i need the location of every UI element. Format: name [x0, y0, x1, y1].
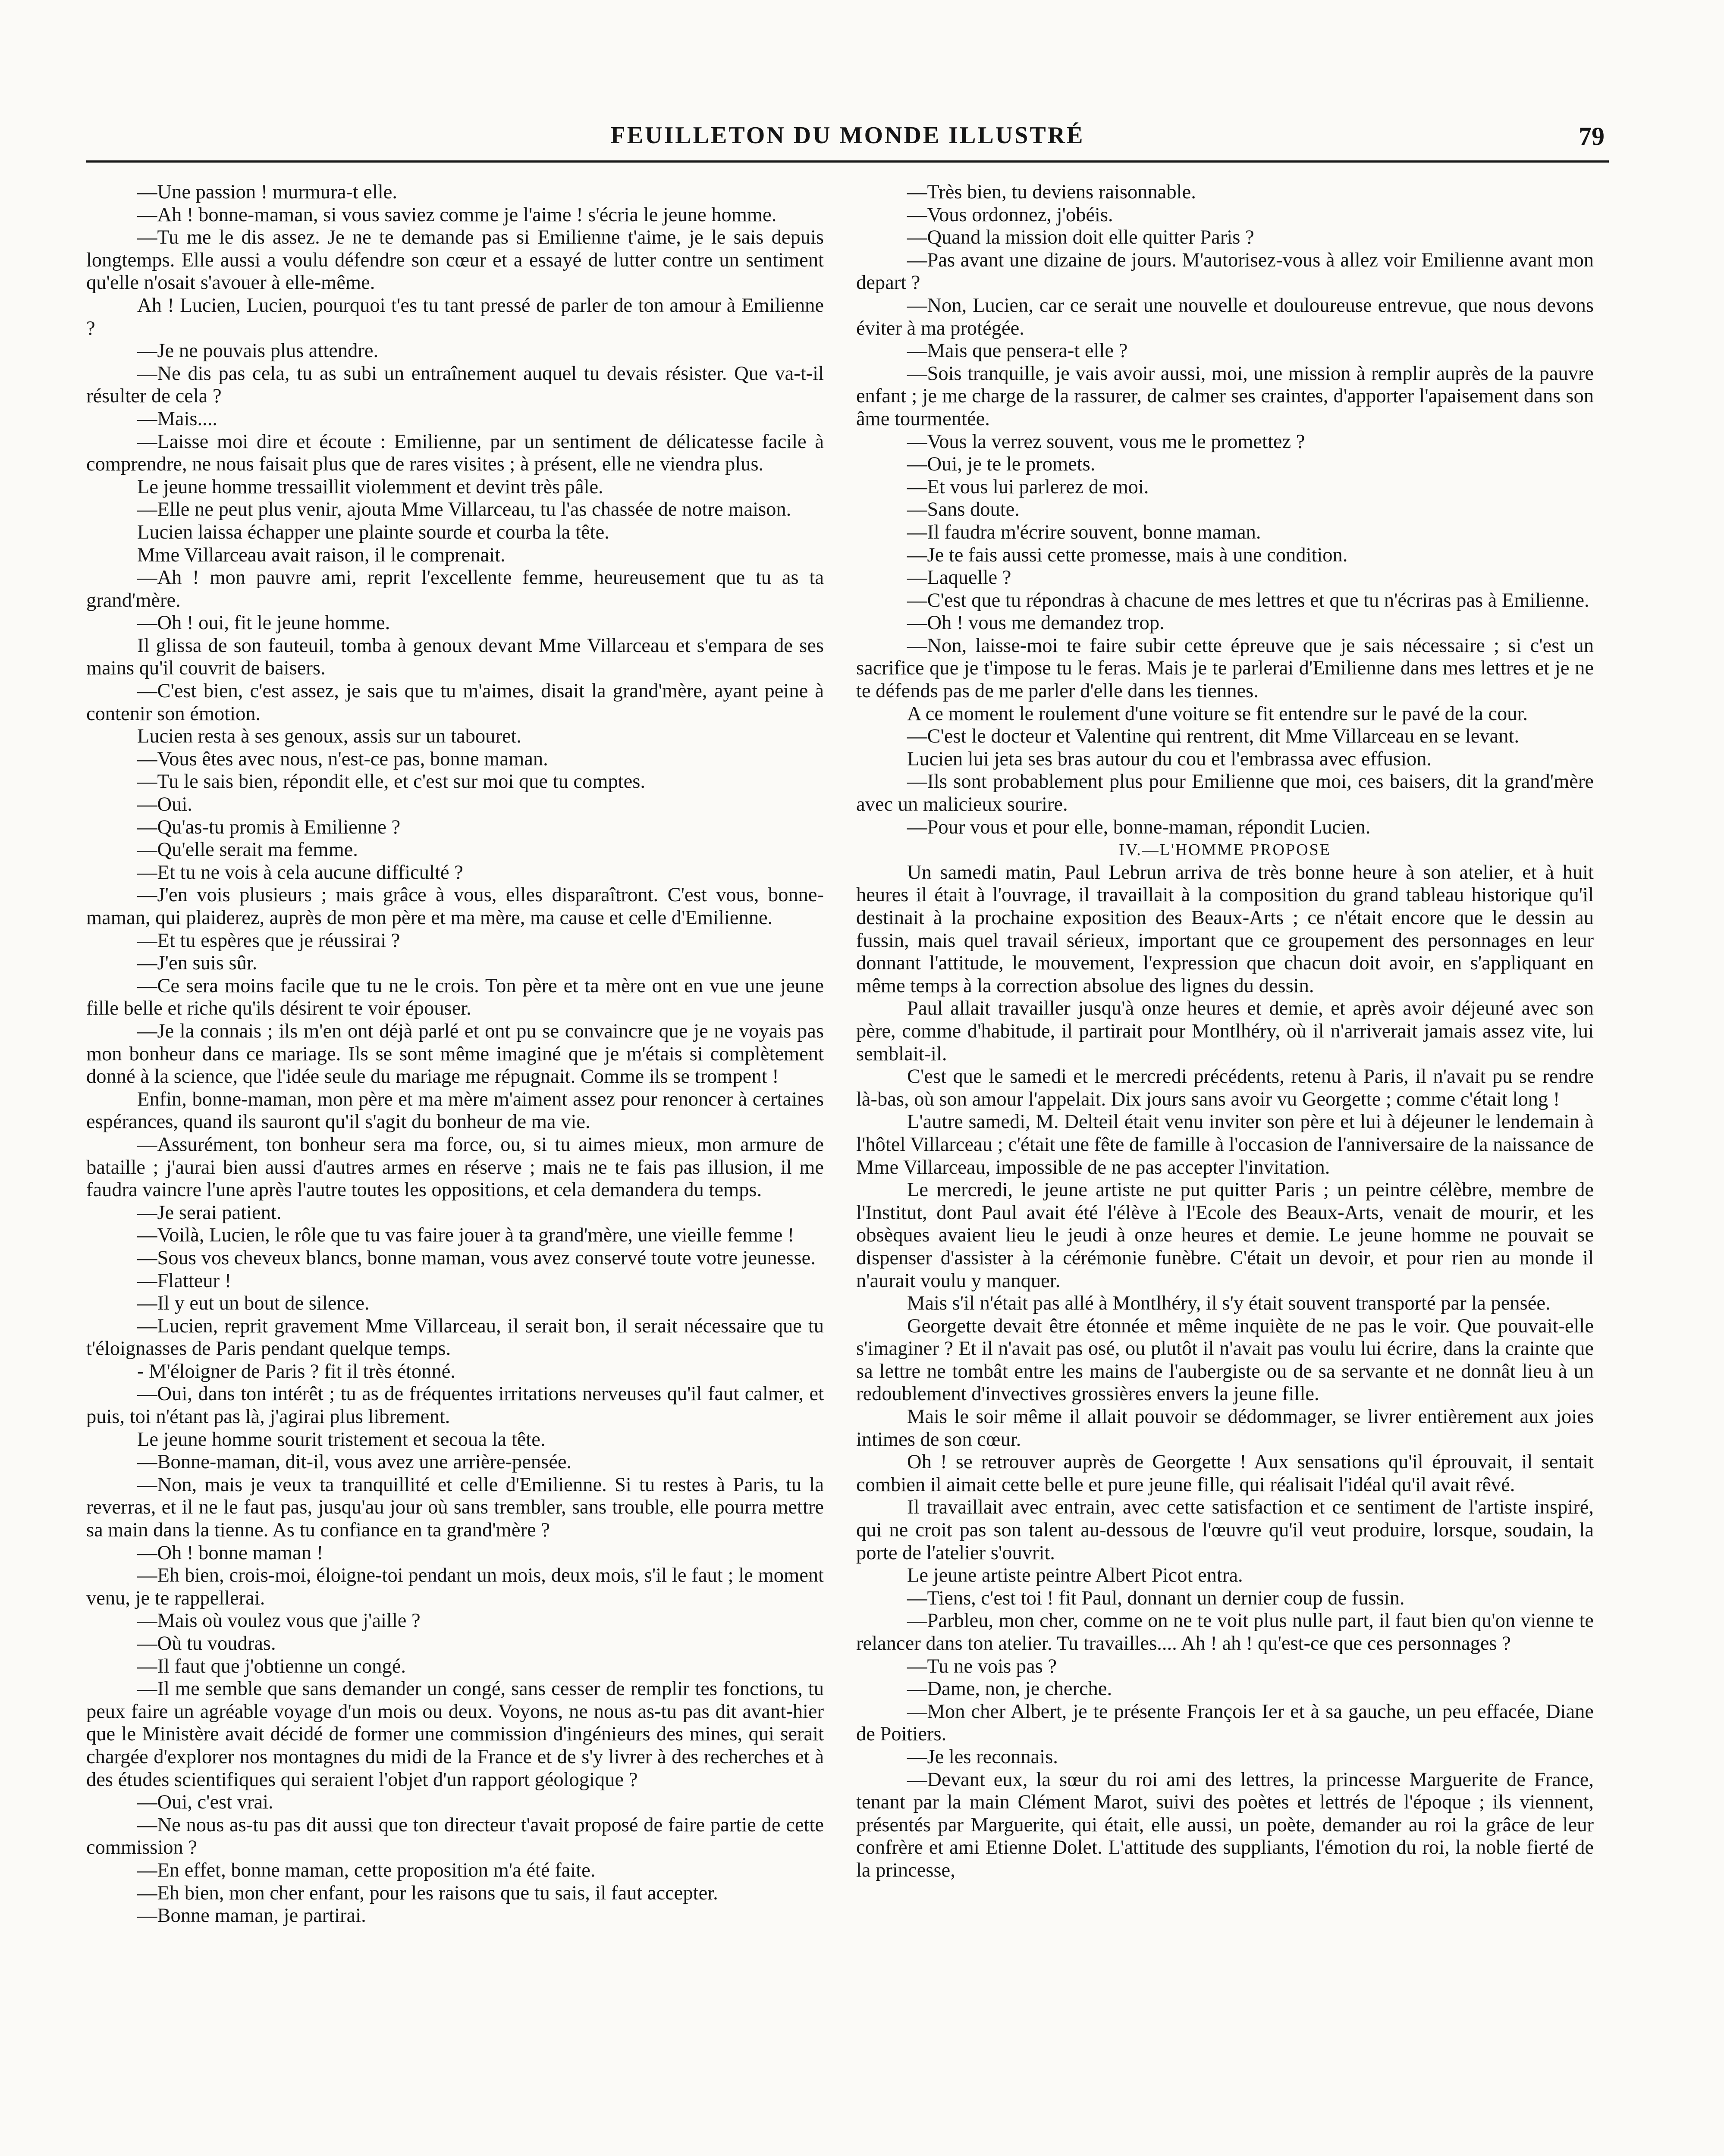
paragraph: —Flatteur !: [137, 1269, 232, 1292]
paragraph: —Il faut que j'obtienne un congé.: [137, 1655, 406, 1677]
paragraph: Oh ! se retrouver auprès de Georgette ! Aux sensations qu'il éprouvait, il sentait combien il aimait cette belle et pure jeune fille, qui réalisait l'idéal qu'il avait rêvé.: [856, 1451, 1594, 1496]
paragraph: —Oui, dans ton intérêt ; tu as de fréquentes irritations nerveuses qu'il faut calmer, et puis, toi n'étant pas là, j'agirai plus librement.: [86, 1383, 824, 1428]
paragraph: —Bonne maman, je partirai.: [137, 1905, 366, 1927]
paragraph: —Voilà, Lucien, le rôle que tu vas faire jouer à ta grand'mère, une vieille femme !: [137, 1224, 794, 1247]
paragraph: —Ils sont probablement plus pour Emilienne que moi, ces baisers, dit la grand'mère avec un malicieux sourire.: [856, 771, 1594, 816]
paragraph: —Non, Lucien, car ce serait une nouvelle et douloureuse entrevue, que nous devons éviter à ma protégée.: [856, 294, 1594, 339]
right-column-dialogue: [856, 181, 1594, 839]
paragraph: —Mais où voulez vous que j'aille ?: [137, 1610, 421, 1632]
paragraph: —Où tu voudras.: [137, 1633, 276, 1655]
paragraph: Un samedi matin, Paul Lebrun arriva de très bonne heure à son atelier, et à huit heures il était à l'ouvrage, il travaillait à la composition du grand tableau historique qu'il destinait à la prochaine exposition des Beaux-Arts ; ce n'était encore que le dessin au fussin, mais quel travail sérieux, important que ce groupement des personnages en leur donnant l'attitude, le mouvement, l'expression que chacun doit avoir, en s'appliquant en même temps à la correction absolue des lignes du dessin.: [856, 861, 1594, 997]
right-column-chapter-text: [856, 862, 1594, 1882]
page-header: [86, 122, 1609, 163]
paragraph: L'autre samedi, M. Delteil était venu inviter son père et lui à déjeuner le lendemain à l'hôtel Villarceau ; c'était une fête de famille à l'occasion de l'anniversaire de la naissance de Mme Villarceau, impossible de ne pas accepter l'invitation.: [856, 1111, 1594, 1178]
paragraph: —Ne dis pas cela, tu as subi un entraînement auquel tu devais résister. Que va-t-il résulter de cela ?: [86, 362, 824, 407]
paragraph: Lucien laissa échapper une plainte sourde et courba la tête.: [137, 521, 609, 543]
left-column: [86, 181, 824, 1927]
paragraph: —Quand la mission doit elle quitter Paris ?: [907, 226, 1254, 249]
paragraph: Lucien lui jeta ses bras autour du cou et l'embrassa avec effusion.: [907, 748, 1432, 770]
paragraph: —Sous vos cheveux blancs, bonne maman, vous avez conservé toute votre jeunesse.: [137, 1247, 816, 1269]
paragraph: —Vous ordonnez, j'obéis.: [907, 204, 1113, 226]
paragraph: —Bonne-maman, dit-il, vous avez une arrière-pensée.: [137, 1451, 572, 1473]
paragraph: —Je ne pouvais plus attendre.: [137, 340, 379, 362]
paragraph: —Ah ! bonne-maman, si vous saviez comme je l'aime ! s'écria le jeune homme.: [137, 204, 777, 226]
paragraph: —Eh bien, crois-moi, éloigne-toi pendant un mois, deux mois, s'il le faut ; le moment venu, je te rappellerai.: [86, 1564, 824, 1609]
running-title: FEUILLETON DU MONDE ILLUSTRÉ: [610, 122, 1085, 149]
paragraph: —Laquelle ?: [907, 567, 1011, 589]
paragraph: - M'éloigner de Paris ? fit il très étonné.: [137, 1360, 455, 1382]
paragraph: —Qu'as-tu promis à Emilienne ?: [137, 816, 401, 838]
paragraph: —Pas avant une dizaine de jours. M'autorisez-vous à allez voir Emilienne avant mon depart ?: [856, 249, 1594, 294]
paragraph: —Je serai patient.: [137, 1201, 282, 1224]
paragraph: Le mercredi, le jeune artiste ne put quitter Paris ; un peintre célèbre, membre de l'Institut, dont Paul avait été l'élève à l'Ecole des Beaux-Arts, venait de mourir, et les obsèques avaient lieu le jeudi à onze heures et demie. Le jeune homme ne pouvait se dispenser d'assister à la cérémonie funèbre. C'était un devoir, et pour rien au monde il n'aurait voulu y manquer.: [856, 1179, 1594, 1292]
paragraph: Le jeune homme tressaillit violemment et devint très pâle.: [137, 476, 603, 498]
paragraph: —En effet, bonne maman, cette proposition m'a été faite.: [137, 1859, 596, 1881]
paragraph: —Oh ! vous me demandez trop.: [907, 612, 1165, 634]
paragraph: —Tiens, c'est toi ! fit Paul, donnant un dernier coup de fussin.: [907, 1587, 1405, 1609]
paragraph: —Et tu ne vois à cela aucune difficulté ?: [137, 861, 463, 884]
paragraph: —Il faudra m'écrire souvent, bonne maman.: [907, 521, 1261, 543]
page-number: 79: [1579, 122, 1605, 150]
paragraph: —Et vous lui parlerez de moi.: [907, 476, 1149, 498]
paragraph: C'est que le samedi et le mercredi précédents, retenu à Paris, il n'avait pu se rendre là-bas, où son amour l'appelait. Dix jours sans avoir vu Georgette ; comme c'était long !: [856, 1065, 1594, 1110]
paragraph: —Ce sera moins facile que tu ne le crois. Ton père et ta mère ont en vue une jeune fille belle et riche qu'ils désirent te voir épouser.: [86, 975, 824, 1020]
paragraph: —Oh ! bonne maman !: [137, 1542, 323, 1564]
paragraph: —Devant eux, la sœur du roi ami des lettres, la princesse Marguerite de France, tenant par la main Clément Marot, suivi des poètes et lettrés de l'époque ; ils viennent, présentés par Marguerite, qui était, elle aussi, un poète, demander au roi la grâce de leur confrère et ami Etienne Dolet. L'attitude des suppliants, l'émotion du roi, la noble fierté de la princesse,: [856, 1768, 1594, 1881]
paragraph: —Mon cher Albert, je te présente François Ier et à sa gauche, un peu effacée, Diane de Poitiers.: [856, 1700, 1594, 1745]
paragraph: —Parbleu, mon cher, comme on ne te voit plus nulle part, il faut bien qu'on vienne te relancer dans ton atelier. Tu travailles.... Ah ! ah ! qu'est-ce que ces personnages ?: [856, 1610, 1594, 1655]
paragraph: —Laisse moi dire et écoute : Emilienne, par un sentiment de délicatesse facile à comprendre, ne nous faisait plus que de rares visites ; à présent, elle ne viendra plus.: [86, 430, 824, 476]
paragraph: Le jeune homme sourit tristement et secoua la tête.: [137, 1428, 546, 1451]
paragraph: —Elle ne peut plus venir, ajouta Mme Villarceau, tu l'as chassée de notre maison.: [137, 498, 791, 521]
paragraph: —Lucien, reprit gravement Mme Villarceau, il serait bon, il serait nécessaire que tu t'éloignasses de Paris pendant quelque temps.: [86, 1315, 824, 1360]
paragraph: —C'est bien, c'est assez, je sais que tu m'aimes, disait la grand'mère, ayant peine à contenir son émotion.: [86, 680, 824, 725]
paragraph: Mais le soir même il allait pouvoir se dédommager, se livrer entièrement aux joies intimes de son cœur.: [856, 1406, 1594, 1451]
paragraph: —C'est que tu répondras à chacune de mes lettres et que tu n'écriras pas à Emilienne.: [907, 589, 1589, 611]
paragraph: Mme Villarceau avait raison, il le comprenait.: [137, 544, 506, 566]
paragraph: Lucien resta à ses genoux, assis sur un tabouret.: [137, 725, 522, 748]
paragraph: Paul allait travailler jusqu'à onze heures et demie, et après avoir déjeuné avec son père, comme d'habitude, il partirait pour Montlhéry, où il n'arriverait jamais assez vite, lui semblait-il.: [856, 997, 1594, 1065]
right-column: [856, 181, 1594, 1882]
paragraph: —C'est le docteur et Valentine qui rentrent, dit Mme Villarceau en se levant.: [907, 725, 1520, 748]
paragraph: —Non, mais je veux ta tranquillité et celle d'Emilienne. Si tu restes à Paris, tu la reverras, et il ne le faut pas, jusqu'au jour où sans trembler, sans trouble, elle pourra mettre sa main dans la tienne. As tu confiance en ta grand'mère ?: [86, 1473, 824, 1542]
paragraph: —Vous êtes avec nous, n'est-ce pas, bonne maman.: [137, 748, 548, 770]
paragraph: —Sans doute.: [907, 498, 1020, 521]
paragraph: —J'en suis sûr.: [137, 952, 258, 975]
paragraph: —Tu ne vois pas ?: [907, 1655, 1057, 1677]
paragraph: —Je les reconnais.: [907, 1745, 1058, 1768]
paragraph: Georgette devait être étonnée et même inquiète de ne pas le voir. Que pouvait-elle s'imaginer ? Et il n'avait pas osé, ou plutôt il n'avait pas voulu lui écrire, dans la crainte que sa lettre ne tombât entre les mains de l'aubergiste ou de sa servante et ne donnât lieu à un redoublement d'invectives grossières envers la jeune fille.: [856, 1315, 1594, 1405]
paragraph: —Eh bien, mon cher enfant, pour les raisons que tu sais, il faut accepter.: [137, 1882, 718, 1904]
paragraph: —Tu le sais bien, répondit elle, et c'est sur moi que tu comptes.: [137, 771, 646, 793]
paragraph: —Ah ! mon pauvre ami, reprit l'excellente femme, heureusement que tu as ta grand'mère.: [86, 567, 824, 611]
paragraph: —Oui, c'est vrai.: [137, 1791, 273, 1814]
paragraph: —Je la connais ; ils m'en ont déjà parlé et ont pu se convaincre que je ne voyais pas mon bonheur dans ce mariage. Ils se sont même imaginé que je m'étais si complètement donné à la science, que l'idée seule du mariage me répugnait. Comme ils se trompent !: [86, 1020, 824, 1088]
paragraph: Il travaillait avec entrain, avec cette satisfaction et ce sentiment de l'artiste inspiré, qui ne croit pas son talent au-dessous de l'œuvre qu'il veut produire, lorsque, soudain, la porte de l'atelier s'ouvrit.: [856, 1496, 1594, 1564]
paragraph: —Il me semble que sans demander un congé, sans cesser de remplir tes fonctions, tu peux faire un agréable voyage d'un mois ou deux. Voyons, ne nous as-tu pas dit avant-hier que le Ministère avait décidé de former une commission d'ingénieurs des mines, qui serait chargée d'explorer nos montagnes du midi de la France et de s'y livrer à des recherches et à des études scientifiques qui seraient l'objet d'un rapport géologique ?: [86, 1678, 824, 1791]
paragraph: —Sois tranquille, je vais avoir aussi, moi, une mission à remplir auprès de la pauvre enfant ; je me charge de la rassurer, de calmer ses craintes, d'apporter l'apaisement dans son âme tourmentée.: [856, 362, 1594, 430]
paragraph: —Oui.: [137, 793, 192, 816]
paragraph: —Tu me le dis assez. Je ne te demande pas si Emilienne t'aime, je le sais depuis longtemps. Elle aussi a voulu défendre son cœur et a essayé de lutter contre un sentiment qu'elle n'osait s'avouer à elle-même.: [86, 226, 824, 294]
paragraph: Il glissa de son fauteuil, tomba à genoux devant Mme Villarceau et s'empara de ses mains qu'il couvrit de baisers.: [86, 634, 824, 680]
paragraph: A ce moment le roulement d'une voiture se fit entendre sur le pavé de la cour.: [907, 702, 1528, 725]
section-heading: IV.—L'HOMME PROPOSE: [1119, 841, 1331, 859]
paragraph: —Dame, non, je cherche.: [907, 1678, 1112, 1700]
paragraph: —Oui, je te le promets.: [907, 453, 1096, 476]
paragraph: —Une passion ! murmura-t elle.: [137, 181, 398, 203]
paragraph: —Non, laisse-moi te faire subir cette épreuve que je sais nécessaire ; si c'est un sacrifice que je t'impose tu le feras. Mais je te parlerai d'Emilienne dans mes lettres et je ne te défends pas de me parler d'elle dans les tiennes.: [856, 634, 1594, 702]
paragraph: —Et tu espères que je réussirai ?: [137, 929, 400, 952]
paragraph: —Très bien, tu deviens raisonnable.: [907, 181, 1196, 203]
paragraph: —Je te fais aussi cette promesse, mais à une condition.: [907, 544, 1348, 566]
paragraph: Enfin, bonne-maman, mon père et ma mère m'aiment assez pour renoncer à certaines espérances, quand ils sauront qu'il s'agit du bonheur de ma vie.: [86, 1088, 824, 1133]
paragraph: —Qu'elle serait ma femme.: [137, 839, 358, 861]
paragraph: —Il y eut un bout de silence.: [137, 1292, 370, 1315]
paragraph: Le jeune artiste peintre Albert Picot entra.: [907, 1564, 1243, 1587]
paragraph: —J'en vois plusieurs ; mais grâce à vous, elles disparaîtront. C'est vous, bonne-maman, qui plaiderez, auprès de mon père et ma mère, ma cause et celle d'Emilienne.: [86, 884, 824, 929]
paragraph: Mais s'il n'était pas allé à Montlhéry, il s'y était souvent transporté par la pensée.: [907, 1292, 1551, 1315]
paragraph: —Ne nous as-tu pas dit aussi que ton directeur t'avait proposé de faire partie de cette commission ?: [86, 1814, 824, 1859]
paragraph: —Mais....: [137, 407, 217, 430]
paragraph: —Mais que pensera-t elle ?: [907, 340, 1128, 362]
paragraph: Ah ! Lucien, Lucien, pourquoi t'es tu tant pressé de parler de ton amour à Emilienne ?: [86, 294, 824, 339]
paragraph: —Pour vous et pour elle, bonne-maman, répondit Lucien.: [907, 816, 1371, 838]
paragraph: —Vous la verrez souvent, vous me le promettez ?: [907, 430, 1305, 453]
paragraph: —Oh ! oui, fit le jeune homme.: [137, 612, 390, 634]
paragraph: —Assurément, ton bonheur sera ma force, ou, si tu aimes mieux, mon armure de bataille ; j'aurai bien aussi d'autres armes en réserve ; mais ne te fais pas illusion, il me faudra vaincre l'une après l'autre toutes les oppositions, et cela demandera du temps.: [86, 1133, 824, 1201]
